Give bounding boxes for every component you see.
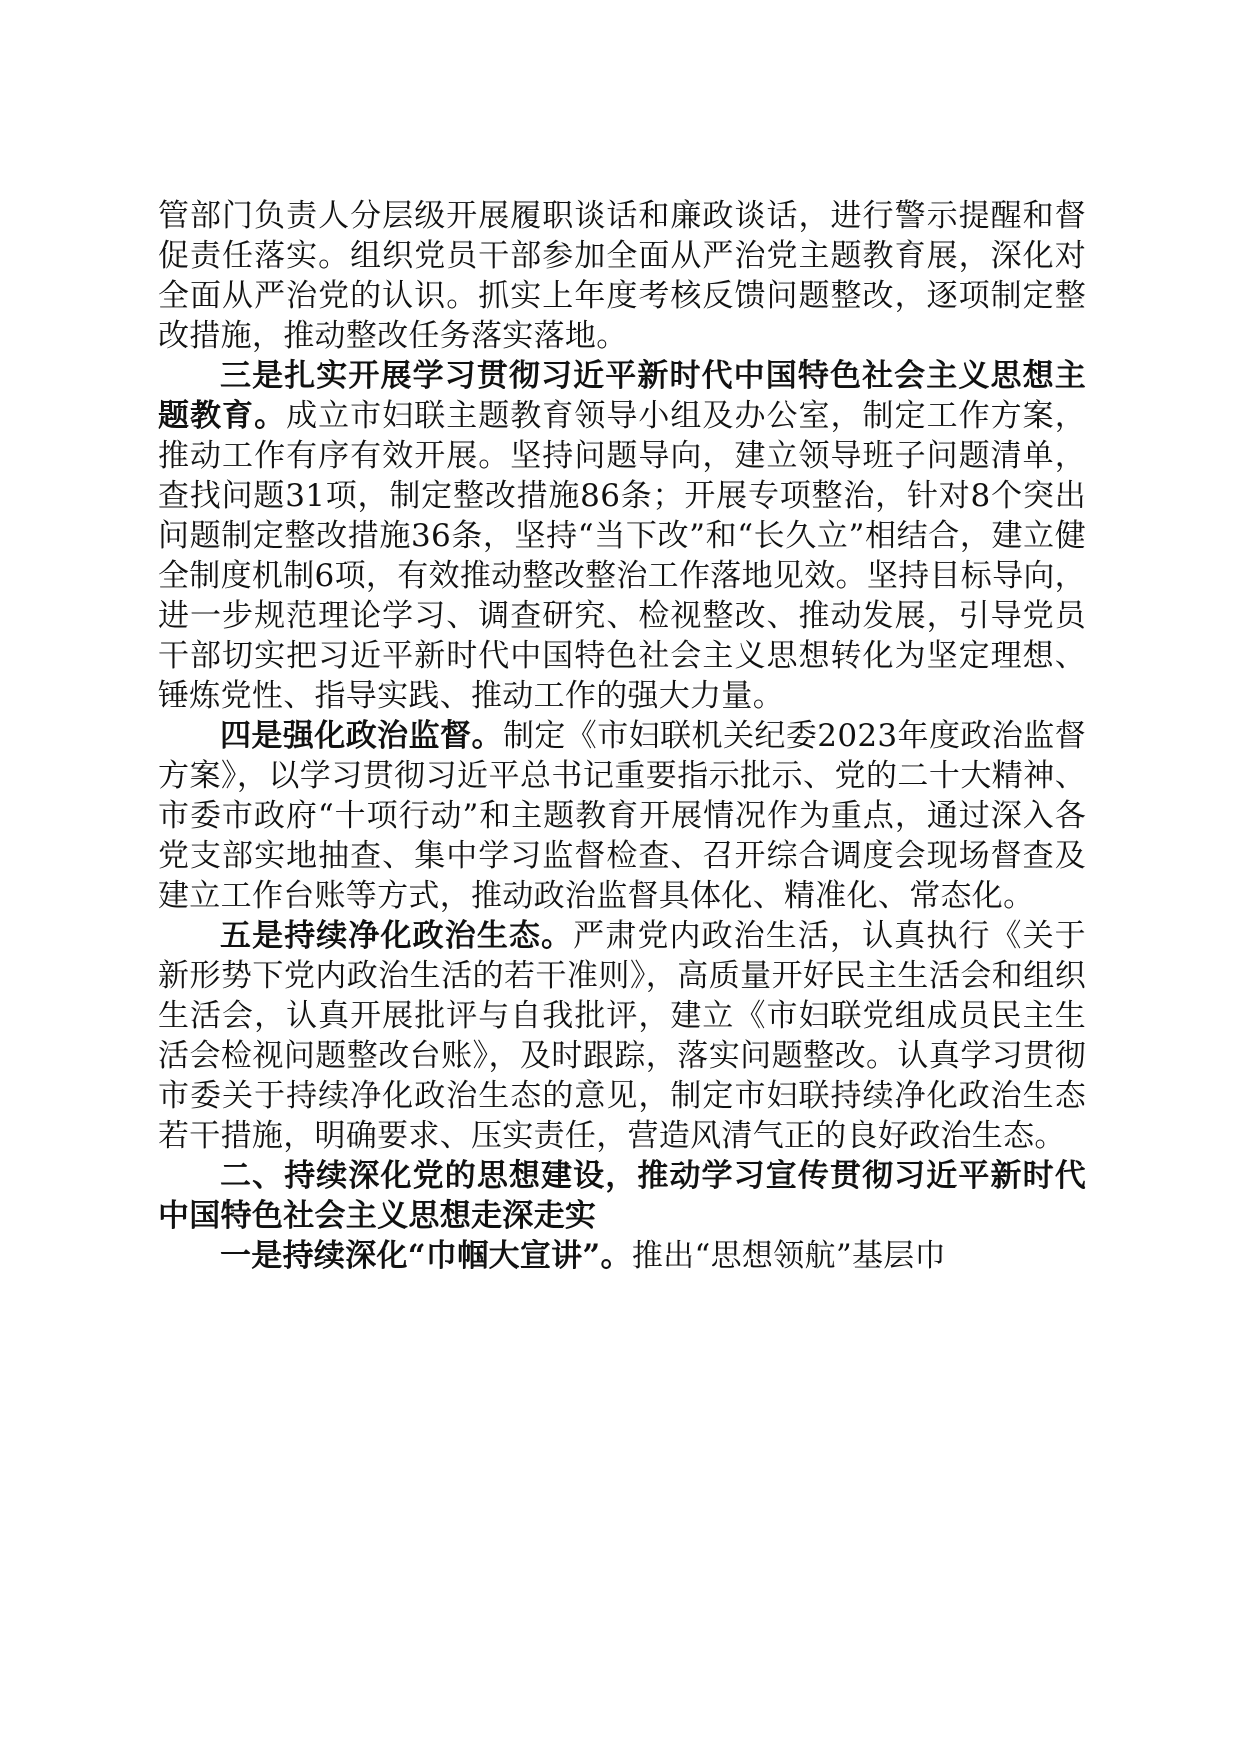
paragraph-lead: 一是持续深化“巾帼大宣讲”。 <box>220 1238 632 1274</box>
document-page <box>158 196 1086 1276</box>
paragraph-text: 制定《市妇联机关纪委2023年度政治监督方案》，以学习贯彻习近平总书记重要指示批示、党的二十大精神、市委市政府“十项行动”和主题教育开展情况作为重点，通过深入各党支部实地抽查、集中学习监督检查、召开综合调度会现场督查及建立工作台账等方式，推动政治监督具体化、精准化、常态化。 <box>158 718 1087 914</box>
paragraph-continuation <box>158 196 1086 356</box>
paragraph-text: 推出“思想领航”基层巾 <box>631 1238 946 1274</box>
paragraph-theme-education <box>158 356 1086 716</box>
paragraph-text: 成立市妇联主题教育领导小组及办公室，制定工作方案，推动工作有序有效开展。坚持问题导向，建立领导班子问题清单，查找问题31项，制定整改措施86条；开展专项整治，针对8个突出问题制定整改措施36条，坚持“当下改”和“长久立”相结合，建立健全制度机制6项，有效推动整改整治工作落地见效。坚持目标导向，进一步规范理论学习、调查研究、检视整改、推动发展，引导党员干部切实把习近平新时代中国特色社会主义思想转化为坚定理想、锤炼党性、指导实践、推动工作的强大力量。 <box>158 398 1087 714</box>
paragraph-lead: 五是持续净化政治生态。 <box>220 918 574 954</box>
paragraph-lead: 三是扎实开展学习贯彻习近平新时代中国特色社会主义思想主题教育。 <box>158 358 1086 434</box>
paragraph-lead: 四是强化政治监督。 <box>220 718 503 754</box>
paragraph-political-supervision <box>158 716 1086 916</box>
section-heading <box>158 1156 1086 1236</box>
paragraph-text: 管部门负责人分层级开展履职谈话和廉政谈话，进行警示提醒和督促责任落实。组织党员干部参加全面从严治党主题教育展，深化对全面从严治党的认识。抓实上年度考核反馈问题整改，逐项制定整改措施，推动整改任务落实落地。 <box>158 198 1086 354</box>
paragraph-political-ecology <box>158 916 1086 1156</box>
section-heading-text: 二、持续深化党的思想建设，推动学习宣传贯彻习近平新时代中国特色社会主义思想走深走实 <box>158 1158 1086 1234</box>
paragraph-text: 严肃党内政治生活，认真执行《关于新形势下党内政治生活的若干准则》，高质量开好民主生活会和组织生活会，认真开展批评与自我批评，建立《市妇联党组成员民主生活会检视问题整改台账》，及时跟踪，落实问题整改。认真学习贯彻市委关于持续净化政治生态的意见，制定市妇联持续净化政治生态若干措施，明确要求、压实责任，营造风清气正的良好政治生态。 <box>158 918 1086 1154</box>
paragraph-women-lecture <box>158 1236 1086 1276</box>
